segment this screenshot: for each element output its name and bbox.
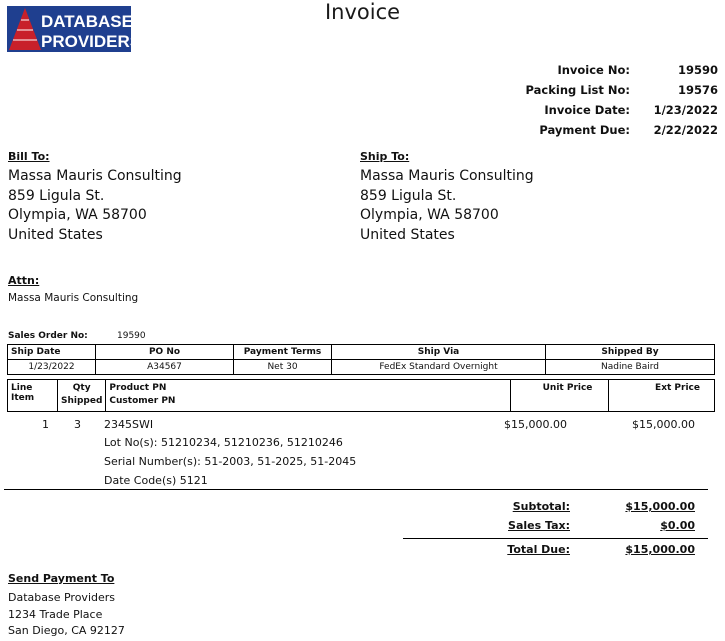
meta-payment-due: Payment Due: 2/22/2022 [539,123,718,137]
total-due-label: Total Due: [507,543,570,556]
subtotal-label: Subtotal: [512,500,570,513]
logo-line-2: PROVIDERS [41,32,142,51]
item-table-header: Line Item Qty Shipped Product PN Customer PN Unit Price Ext Price [8,380,715,412]
items-divider [4,489,708,490]
attn-section [8,274,138,304]
totals-divider [403,538,708,539]
sales-tax-label: Sales Tax: [508,519,570,532]
sales-tax-value: $0.00 [660,519,695,532]
item-header-table [7,379,715,412]
ship-to-heading: Ship To: [360,150,410,163]
sales-order-label: Sales Order No: [8,331,88,341]
send-payment-section [8,572,125,640]
bill-to-section [8,150,182,245]
ship-to-address: Massa Mauris Consulting 859 Ligula St. Olympia, WA 58700 United States [360,168,534,243]
item-lot: Lot No(s): 51210234, 51210236, 51210246 [104,436,343,449]
bill-to-address: Massa Mauris Consulting 859 Ligula St. Olympia, WA 58700 United States [8,168,182,243]
send-payment-heading: Send Payment To [8,572,115,585]
meta-packing-list-no: Packing List No: 19576 [525,83,718,97]
logo-line-1: DATABASE [41,12,133,31]
ship-to-section [360,150,534,245]
page-title: Invoice [324,0,401,24]
item-line-number: 1 [42,418,49,431]
attn-value: Massa Mauris Consulting [8,292,139,304]
order-table-header: Ship Date PO No Payment Terms Ship Via Shipped By [8,345,715,360]
item-date-code: Date Code(s) 5121 [104,474,208,487]
total-due-value: $15,000.00 [625,543,695,556]
bill-to-heading: Bill To: [8,150,50,163]
meta-invoice-date: Invoice Date: 1/23/2022 [544,103,718,117]
item-serial: Serial Number(s): 51-2003, 51-2025, 51-2045 [104,455,357,468]
meta-invoice-no: Invoice No: 19590 [557,63,718,77]
order-table-row: 1/23/2022 A34567 Net 30 FedEx Standard Overnight Nadine Baird [8,360,715,375]
send-payment-address: Database Providers 1234 Trade Place San Diego, CA 92127 [8,591,125,637]
invoice-meta [500,60,718,140]
subtotal-value: $15,000.00 [625,500,695,513]
line-item [4,413,719,485]
item-unit-price: $15,000.00 [504,418,567,431]
item-qty: 3 [74,418,81,431]
sales-order-value: 19590 [117,331,146,341]
item-ext-price: $15,000.00 [632,418,695,431]
attn-heading: Attn: [8,274,40,287]
order-details-table [7,344,715,375]
item-product: 2345SWI [104,418,154,431]
